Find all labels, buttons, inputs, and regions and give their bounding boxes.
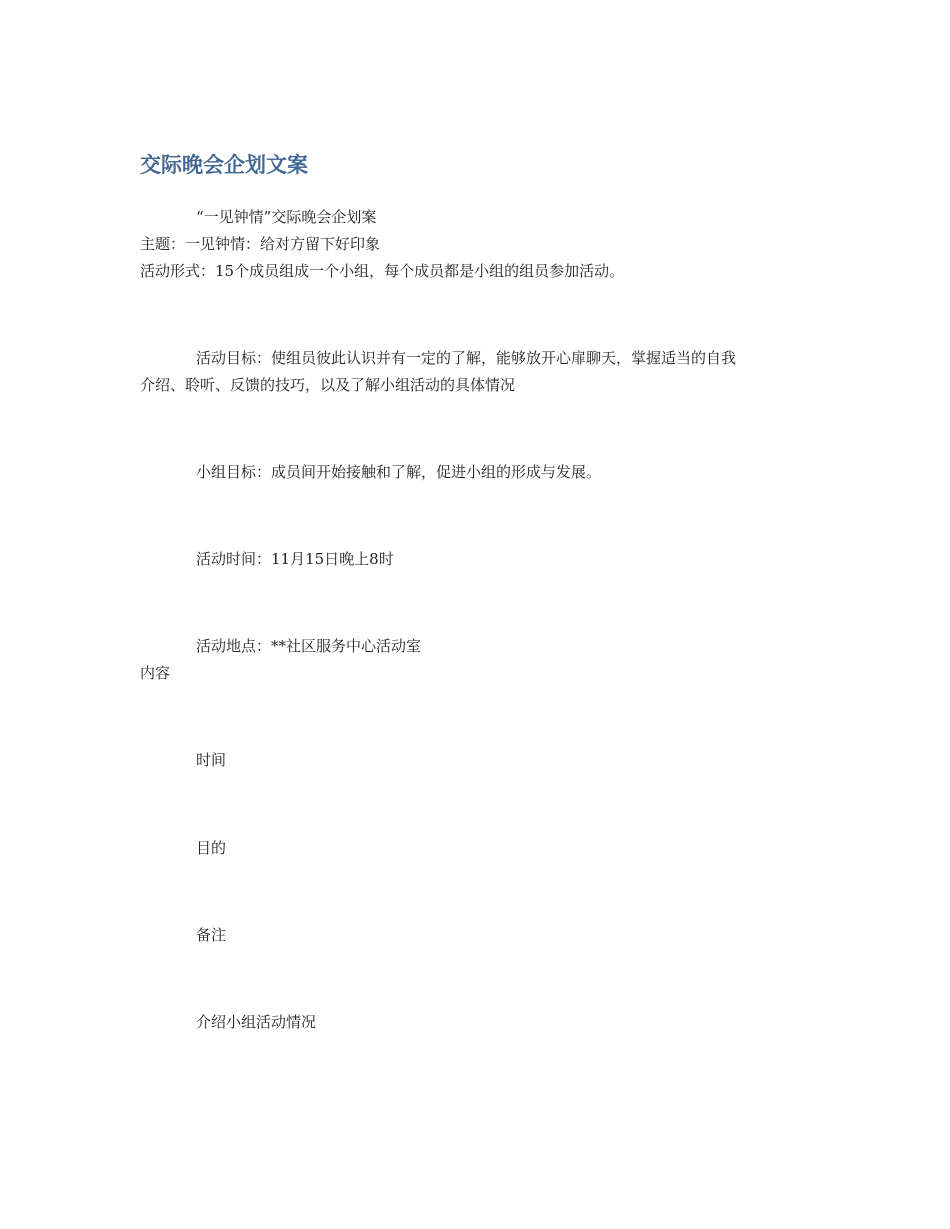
remarks-label: 备注	[196, 926, 227, 944]
theme-line: 主题：一见钟情：给对方留下好印象	[140, 235, 381, 253]
document-title: 交际晚会企划文案	[140, 153, 308, 177]
plan-subtitle: “一见钟情”交际晚会企划案	[196, 208, 377, 226]
place-line: 活动地点：**社区服务中心活动室	[196, 637, 422, 655]
goal-line-1: 活动目标：使组员彼此认识并有一定的了解，能够放开心扉聊天，掌握适当的自我	[196, 349, 737, 367]
time-line: 活动时间：11月15日晚上8时	[196, 550, 394, 568]
goal-line-2: 介绍、聆听、反馈的技巧，以及了解小组活动的具体情况	[140, 376, 516, 394]
content-label: 内容	[140, 664, 171, 682]
group-goal-line: 小组目标：成员间开始接触和了解，促进小组的形成与发展。	[196, 463, 602, 481]
intro-item: 介绍小组活动情况	[196, 1013, 317, 1031]
purpose-label: 目的	[196, 839, 227, 857]
time-label: 时间	[196, 751, 227, 769]
format-line: 活动形式：15个成员组成一个小组，每个成员都是小组的组员参加活动。	[140, 262, 625, 280]
